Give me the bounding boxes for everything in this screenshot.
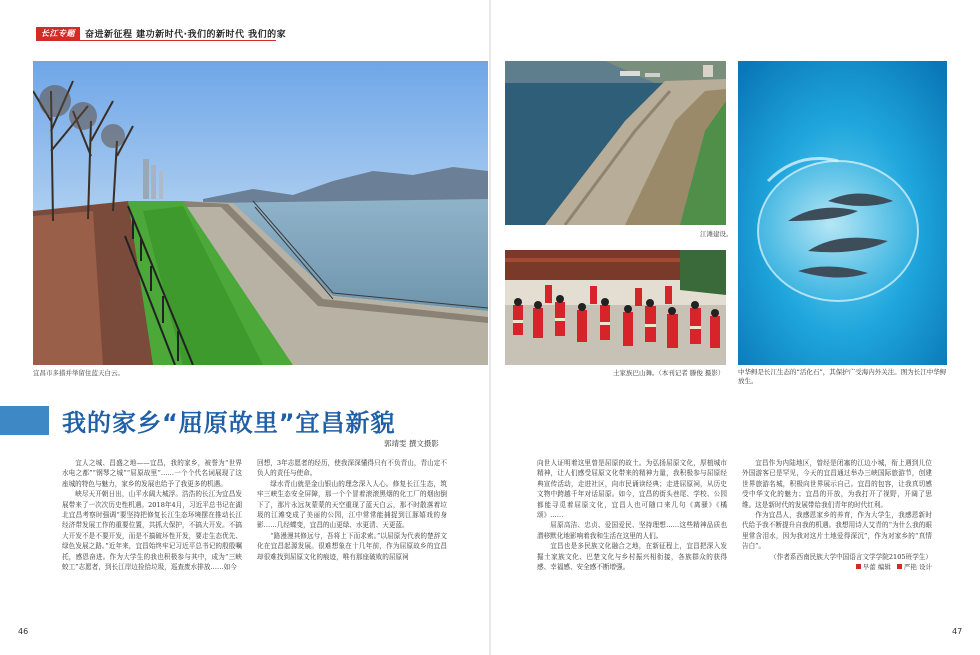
paragraph: 峡尽天开朝日出，山平水阔大城浮。浩浩的长江为宜昌发展带来了一次次历史性机遇。2018年4月，习近平总书记在湖北宜昌考察时强调“要坚持把修复长江生态环境摆在推动长江经济带发展工作的重要位置，共抓大保护，不搞大开发。不搞大开发不是不要开发，而是不搞破坏性开发，要走生态优先、绿色发展之路。”近年来，宜昌始终牢记习近平总书记的殷殷嘱托，感恩奋进。作为大学生的我也积极参与其中，成为“三峡蛟工”志愿者，到长江岸边捡拾垃圾，巡查废水排放……如今 [62, 490, 242, 572]
photo-dance [505, 250, 726, 365]
paragraph: 回想，3年志愿者的经历，使我深深懂得只有不负青山，青山定不负人的责任与使命。 [257, 459, 447, 478]
red-square-icon [897, 564, 902, 569]
section-header [36, 27, 286, 40]
author-credit: （作者系西南民族大学中国语言文学学院2105班学生） [770, 552, 932, 561]
page-gutter [489, 0, 491, 655]
editor-name: 早蕾 [862, 563, 876, 572]
paragraph: “路漫漫其修远兮，吾将上下而求索。”以屈原为代表的楚辞文化在宜昌起源发展。很难想象在十几年前，作为屈原故乡的宜昌却很难找到屈原文化的痕迹，唯有那座破败的屈原祠 [257, 531, 447, 561]
caption-riverbank: 江滩建设。 [700, 230, 733, 238]
photo-riverbank [505, 61, 726, 225]
caption-dance: 土家族巴山舞。（本刊记者 滕俊 摄影） [613, 369, 725, 377]
article-column-2 [257, 458, 447, 562]
paragraph: 屈原高洁、忠贞、爱国爱民、坚持理想……这些精神品质也潜移默化地影响着我和生活在这里的人们。 [537, 521, 727, 540]
caption-riverside: 宜昌市多措并举留住蓝天白云。 [33, 369, 124, 377]
dance-image [505, 250, 726, 365]
paragraph: 作为宜昌人，我感恩家乡的养育，作为大学生，我感恩新时代给予我不断提升自我的机遇。我想用诗人艾青的“为什么我的眼里常含泪水，因为我对这片土地爱得深沉”，作为对家乡的“真情告白”。 [742, 511, 932, 551]
paragraph: 宜人之城、昌盛之地——宜昌，我的家乡，被誉为“世界水电之都”“钢琴之城”“屈原故里”……一个个代名词展现了这座城的特色与魅力，家乡的发展也给予了我更多的机遇。 [62, 459, 242, 488]
page-number-left: 46 [18, 627, 29, 636]
designer-label: 设计 [919, 563, 932, 572]
header-rule [36, 40, 276, 41]
section-title: 奋进新征程 建功新时代·我们的新时代 我们的家 [85, 30, 287, 40]
designer-name: 严艳 [903, 563, 917, 572]
editor-label: 编辑 [877, 563, 891, 572]
section-badge: 长江专题 [36, 27, 80, 40]
paragraph: 向世人证明着这里曾是屈原的故土。为弘扬屈原文化，厚植城市精神，让人们感受屈原文化带来的精神力量，我积极参与屈原经典宣传活动，走进社区，向市民诵读经典；走进屈原祠，从历史文物中跨越千年对话屈原。如今，宜昌的街头巷尾、学校、公园都能寻觅着屈原文化，宜昌人也可随口来几句《离骚》《橘颂》…… [537, 459, 727, 520]
red-square-icon [856, 564, 861, 569]
article-byline: 郭靖雯 撰文摄影 [384, 439, 439, 448]
article-column-4 [742, 458, 932, 572]
article-title: 我的家乡“屈原故里”宜昌新貌 [62, 409, 396, 437]
editor-credit [742, 562, 932, 572]
photo-fish [738, 61, 947, 365]
paragraph: 宜昌也是多民族文化融合之地，在新征程上，宜昌把深入发掘土家族文化、巴楚文化与乡村振兴相衔接，各族群众的获得感、幸福感、安全感不断增强。 [537, 542, 727, 572]
riverbank-image [505, 61, 726, 225]
riverside-image [33, 61, 488, 365]
title-accent-bar [0, 406, 49, 435]
photo-riverside [33, 61, 488, 365]
paragraph: 宜昌作为内陆地区，曾经是闭塞的江边小城，衔上遇到儿位外国游客已是罕见，今天的宜昌通过举办三峡国际旅游节，创建世界旅游名城，积极向世界展示自己。宜昌的包容，让我真切感受中华文化的魅力；宜昌的开放，为我打开了视野，开阔了思维。这是新时代的发展带给我们青年的时代红利。 [742, 459, 932, 509]
article-column-3 [537, 458, 727, 572]
article-column-1 [62, 458, 242, 572]
caption-fish: 中华鲟是长江生态的“活化石”，其保护广受海内外关注。图为长江中华鲟放生。 [738, 368, 947, 385]
fish-image [738, 61, 947, 365]
page-number-right: 47 [952, 627, 963, 636]
paragraph: 绿水青山就是金山银山的理念深入人心。修复长江生态，筑牢三峡生态安全屏障，那一个个冒着滚滚黑烟的化工厂的烟囱倒下了，那片永远灰蒙蒙的天空重现了蓝天白云，那不时散落着垃圾的江滩变成了美丽的公园，江中常常能捕捉到江豚嬉戏的身影……几经蝶变，宜昌的山更绿、水更清、天更蓝。 [257, 479, 447, 530]
